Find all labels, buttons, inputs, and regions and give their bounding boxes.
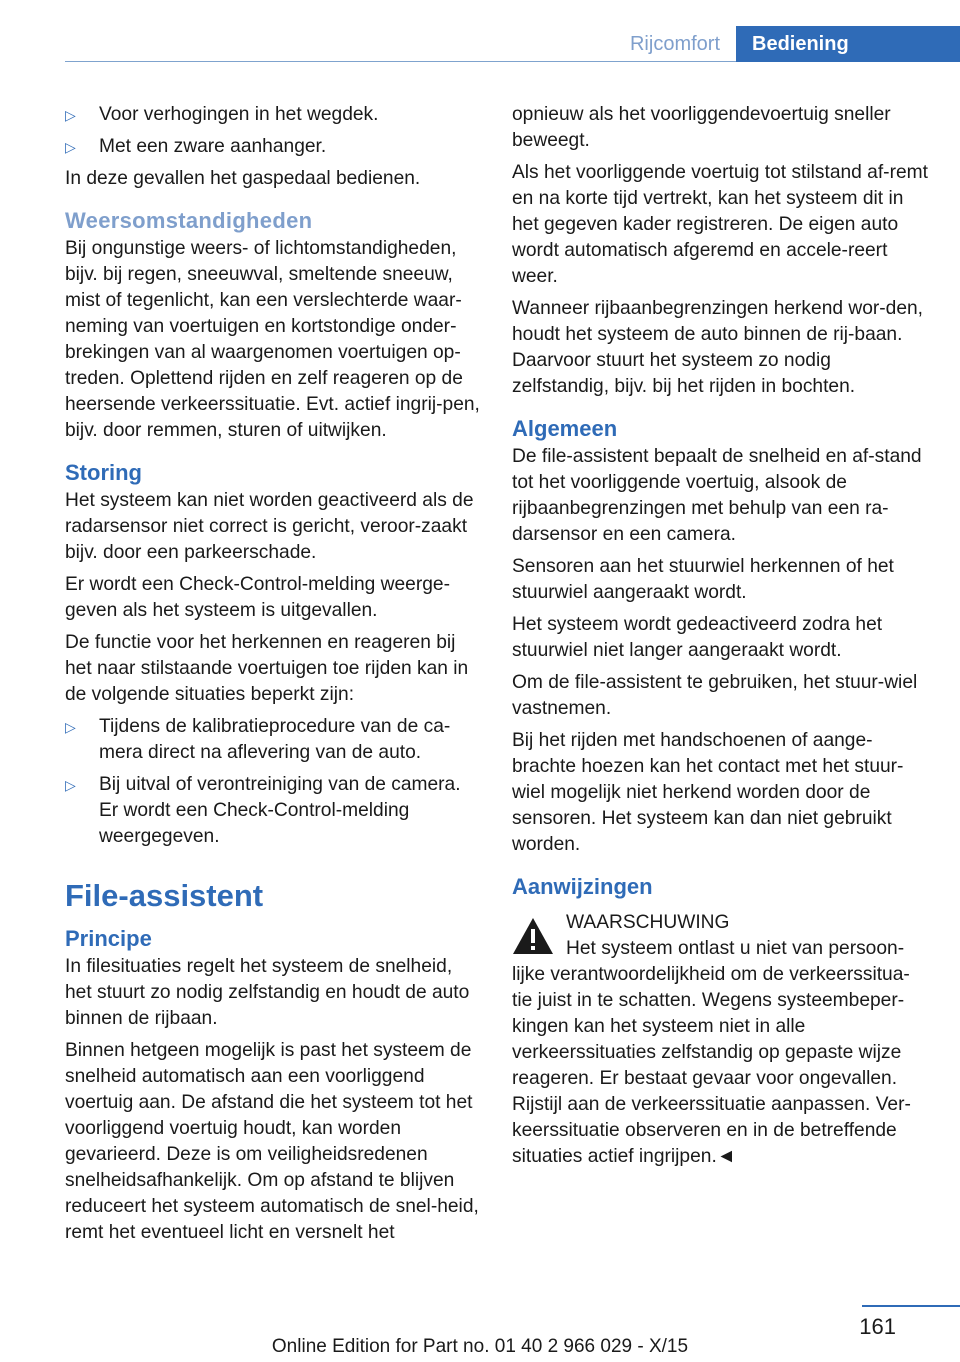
page-number: 161 — [859, 1314, 896, 1339]
edition-footer: Online Edition for Part no. 01 40 2 966 029 - X/15 — [271, 1336, 689, 1357]
triangle-right-icon: ▷ — [65, 719, 76, 735]
paragraph: Bij ongunstige weers- of lichtomstandigheden, bijv. bij regen, sneeuwval, smeltende sneeuw, mist of tegenlicht, kan een verslechterde waar-neming van voertuigen en kortstondige onder-brekingen van al waargenomen voertuigen op-treden. Oplettend rijden en zelf reageren op de heersende verkeerssituatie. Evt. actief ingrij-pen, bijv. door remmen, sturen of uitwijken. — [65, 238, 480, 441]
paragraph: Het systeem kan niet worden geactiveerd als de radarsensor niet correct is gericht, veroor-zaakt bijv. door een parkeerschade. — [65, 490, 474, 563]
list-item: ▷ Met een zware aanhanger. — [65, 134, 480, 160]
footer-rule — [862, 1305, 960, 1307]
triangle-right-icon: ▷ — [65, 777, 76, 793]
heading-storing: Storing — [65, 460, 142, 485]
paragraph: Er wordt een Check-Control-melding weerge-geven als het systeem is uitgevallen. — [65, 574, 450, 621]
heading-file-assistent: File-assistent — [65, 878, 264, 913]
paragraph: Bij het rijden met handschoenen of aange-brachte hoezen kan het contact met het stuur-wiel mogelijk niet herkend worden door de sensoren. Het systeem kan dan niet gebruikt worden. — [512, 730, 904, 855]
triangle-right-icon: ▷ — [65, 107, 76, 123]
header-chapter[interactable]: Bediening — [736, 26, 960, 62]
warning-title: WAARSCHUWING — [566, 912, 730, 933]
warning-block — [512, 910, 930, 1170]
paragraph: opnieuw als het voorliggendevoertuig sneller beweegt. — [512, 104, 891, 151]
header-section[interactable]: Rijcomfort — [629, 33, 720, 55]
list-item: ▷ Tijdens de kalibratieprocedure van de ca-mera direct na aflevering van de auto. — [65, 716, 451, 763]
paragraph: In deze gevallen het gaspedaal bedienen. — [65, 168, 421, 189]
left-column — [65, 102, 480, 1252]
paragraph: Om de file-assistent te gebruiken, het stuur-wiel vastnemen. — [512, 672, 918, 719]
heading-algemeen: Algemeen — [512, 416, 618, 441]
warning-text: Het systeem ontlast u niet van persoon-lijke verantwoordelijkheid om de verkeerssitua-tie juist in te schatten. Wegens systeembeper-kingen kan het systeem niet in alle verkeerssituaties zelfstandig op gepaste wijze reageren. Er bestaat gevaar voor ongevallen. Rijstijl aan de verkeerssituatie aanpassen. Ver-keerssituatie observeren en in de betreffende situaties actief ingrijpen.◄ — [512, 938, 911, 1167]
paragraph: Wanneer rijbaanbegrenzingen herkend wor-den, houdt het systeem de auto binnen de rij-baan. Daarvoor stuurt het systeem zo nodig zelfstandig, bijv. bij het rijden in bochten. — [512, 298, 924, 397]
warning-triangle-icon — [512, 916, 554, 956]
paragraph: In filesituaties regelt het systeem de snelheid, het stuurt zo nodig zelfstandig en houdt de auto binnen de rijbaan. — [65, 956, 470, 1029]
paragraph: De file-assistent bepaalt de snelheid en af-stand tot het voorliggende voertuig, alsook de rijbaanbegrenzingen met behulp van een ra-darsensor en een camera. — [512, 446, 922, 545]
paragraph: Binnen hetgeen mogelijk is past het systeem de snelheid automatisch aan een voorliggend voertuig aan. De afstand die het systeem tot het voorliggend voertuig houdt, kan worden gevarieerd. Deze is om veiligheidsredenen snelheidsafhankelijk. Om op afstand te blijven reduceert het systeem automatisch de snel-heid, remt het eventueel licht en versnelt het — [65, 1040, 479, 1243]
paragraph: De functie voor het herkennen en reageren bij het naar stilstaande voertuigen toe rijden kan in de volgende situaties beperkt zijn: — [65, 632, 469, 705]
heading-aanwijzingen: Aanwijzingen — [512, 874, 653, 899]
paragraph: Als het voorliggende voertuig tot stilstand af-remt en na korte tijd vertrekt, kan het systeem dit in het gegeven kader registreren. De eigen auto wordt automatisch afgeremd en accele-reert weer. — [512, 162, 928, 287]
paragraph: Het systeem wordt gedeactiveerd zodra het stuurwiel niet langer aangeraakt wordt. — [512, 614, 883, 661]
paragraph: Sensoren aan het stuurwiel herkennen of het stuurwiel aangeraakt wordt. — [512, 556, 894, 603]
heading-weersomstandigheden: Weersomstandigheden — [65, 208, 313, 233]
list-item: ▷ Bij uitval of verontreiniging van de camera. Er wordt een Check-Control-melding weergegeven. — [65, 774, 461, 847]
list-item: ▷ Voor verhogingen in het wegdek. — [65, 102, 480, 128]
triangle-right-icon: ▷ — [65, 139, 76, 155]
bullet-list — [65, 102, 480, 160]
right-column — [512, 102, 930, 1170]
heading-principe: Principe — [65, 926, 152, 951]
bullet-list — [65, 714, 480, 850]
